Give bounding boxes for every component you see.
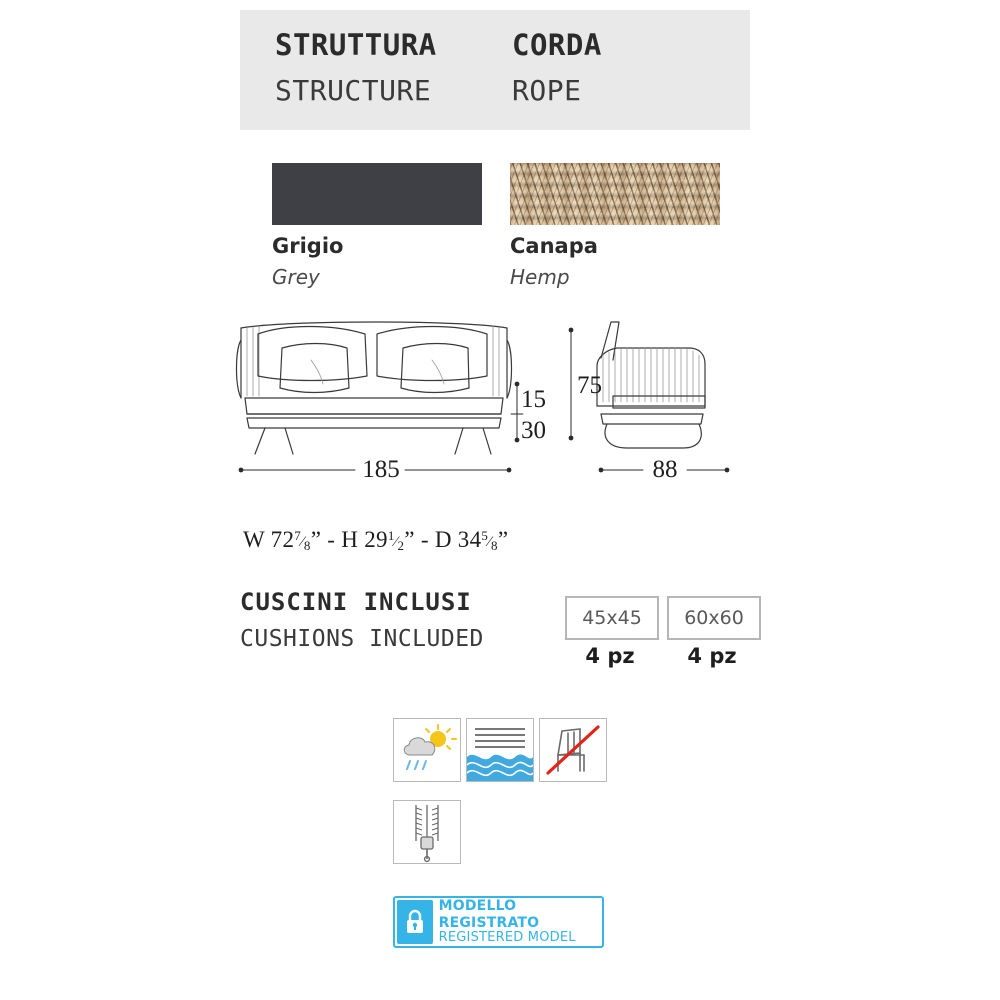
grey-swatch-label [272, 234, 502, 289]
cushion-qty-1: 4 pz [585, 644, 635, 668]
dimension-seat-height: 30 [521, 417, 546, 444]
imperial-height-fraction: $^1⁄_2$ [387, 528, 405, 553]
imperial-end-quote: ” [497, 527, 509, 552]
imperial-width-num: 7 [294, 528, 302, 543]
imperial-width-fraction: $^7⁄_8$ [294, 528, 311, 553]
header-column-rope [512, 28, 602, 107]
imperial-depth-den: 8 [491, 538, 498, 553]
grey-solid-swatch [272, 163, 482, 225]
header-structure-it: STRUTTURA [275, 28, 437, 62]
imperial-width-den: 8 [303, 538, 311, 553]
technical-drawings [225, 310, 765, 495]
imperial-dimensions [243, 527, 508, 553]
header-rope-en: ROPE [512, 74, 582, 107]
weather-resistant-icon [393, 718, 461, 782]
hemp-label-en: Hemp [510, 265, 570, 289]
registered-model-it: MODELLO REGISTRATO [438, 898, 540, 931]
grey-label-it: Grigio [272, 234, 344, 258]
header-column-structure [275, 28, 437, 107]
cushion-size-box-1: 45x45 [565, 596, 659, 640]
cushions-title-it: CUSCINI INCLUSI [240, 588, 472, 616]
rope-texture-rows [510, 163, 720, 225]
cushions-title-en: CUSHIONS INCLUDED [240, 626, 484, 652]
imperial-height-num: 1 [387, 528, 395, 543]
imperial-sep-1: ” - H 29 [310, 527, 388, 552]
dimension-cushion-height: 15 [521, 386, 546, 413]
cushion-size-box-2: 60x60 [667, 596, 761, 640]
water-resistant-icon [466, 718, 534, 782]
hemp-swatch-label [510, 234, 740, 289]
registered-model-badge [393, 896, 604, 948]
imperial-depth-num: 5 [481, 528, 489, 543]
imperial-width-label: W 72 [243, 527, 295, 552]
registered-model-text [439, 898, 602, 945]
dimension-total-height: 75 [577, 372, 602, 399]
hemp-rope-swatch [510, 163, 720, 225]
imperial-sep-2: ” - D 34 [404, 527, 482, 552]
hemp-label-it: Canapa [510, 234, 598, 258]
imperial-depth-fraction: $^5⁄_8$ [481, 528, 498, 553]
cushion-qty-2: 4 pz [687, 644, 737, 668]
lock-icon [397, 900, 433, 944]
cushions-included-text [240, 588, 484, 652]
header-structure-en: STRUCTURE [275, 74, 432, 107]
header-band [240, 10, 750, 130]
imperial-height-den: 2 [397, 538, 405, 553]
registered-model-en: REGISTERED MODEL [438, 929, 576, 945]
dimension-front-width: 185 [362, 456, 400, 483]
grey-label-en: Grey [272, 265, 320, 289]
no-stacking-icon [539, 718, 607, 782]
header-rope-it: CORDA [512, 28, 602, 62]
zipper-removable-cover-icon [393, 800, 461, 864]
dimension-side-depth: 88 [652, 456, 678, 483]
